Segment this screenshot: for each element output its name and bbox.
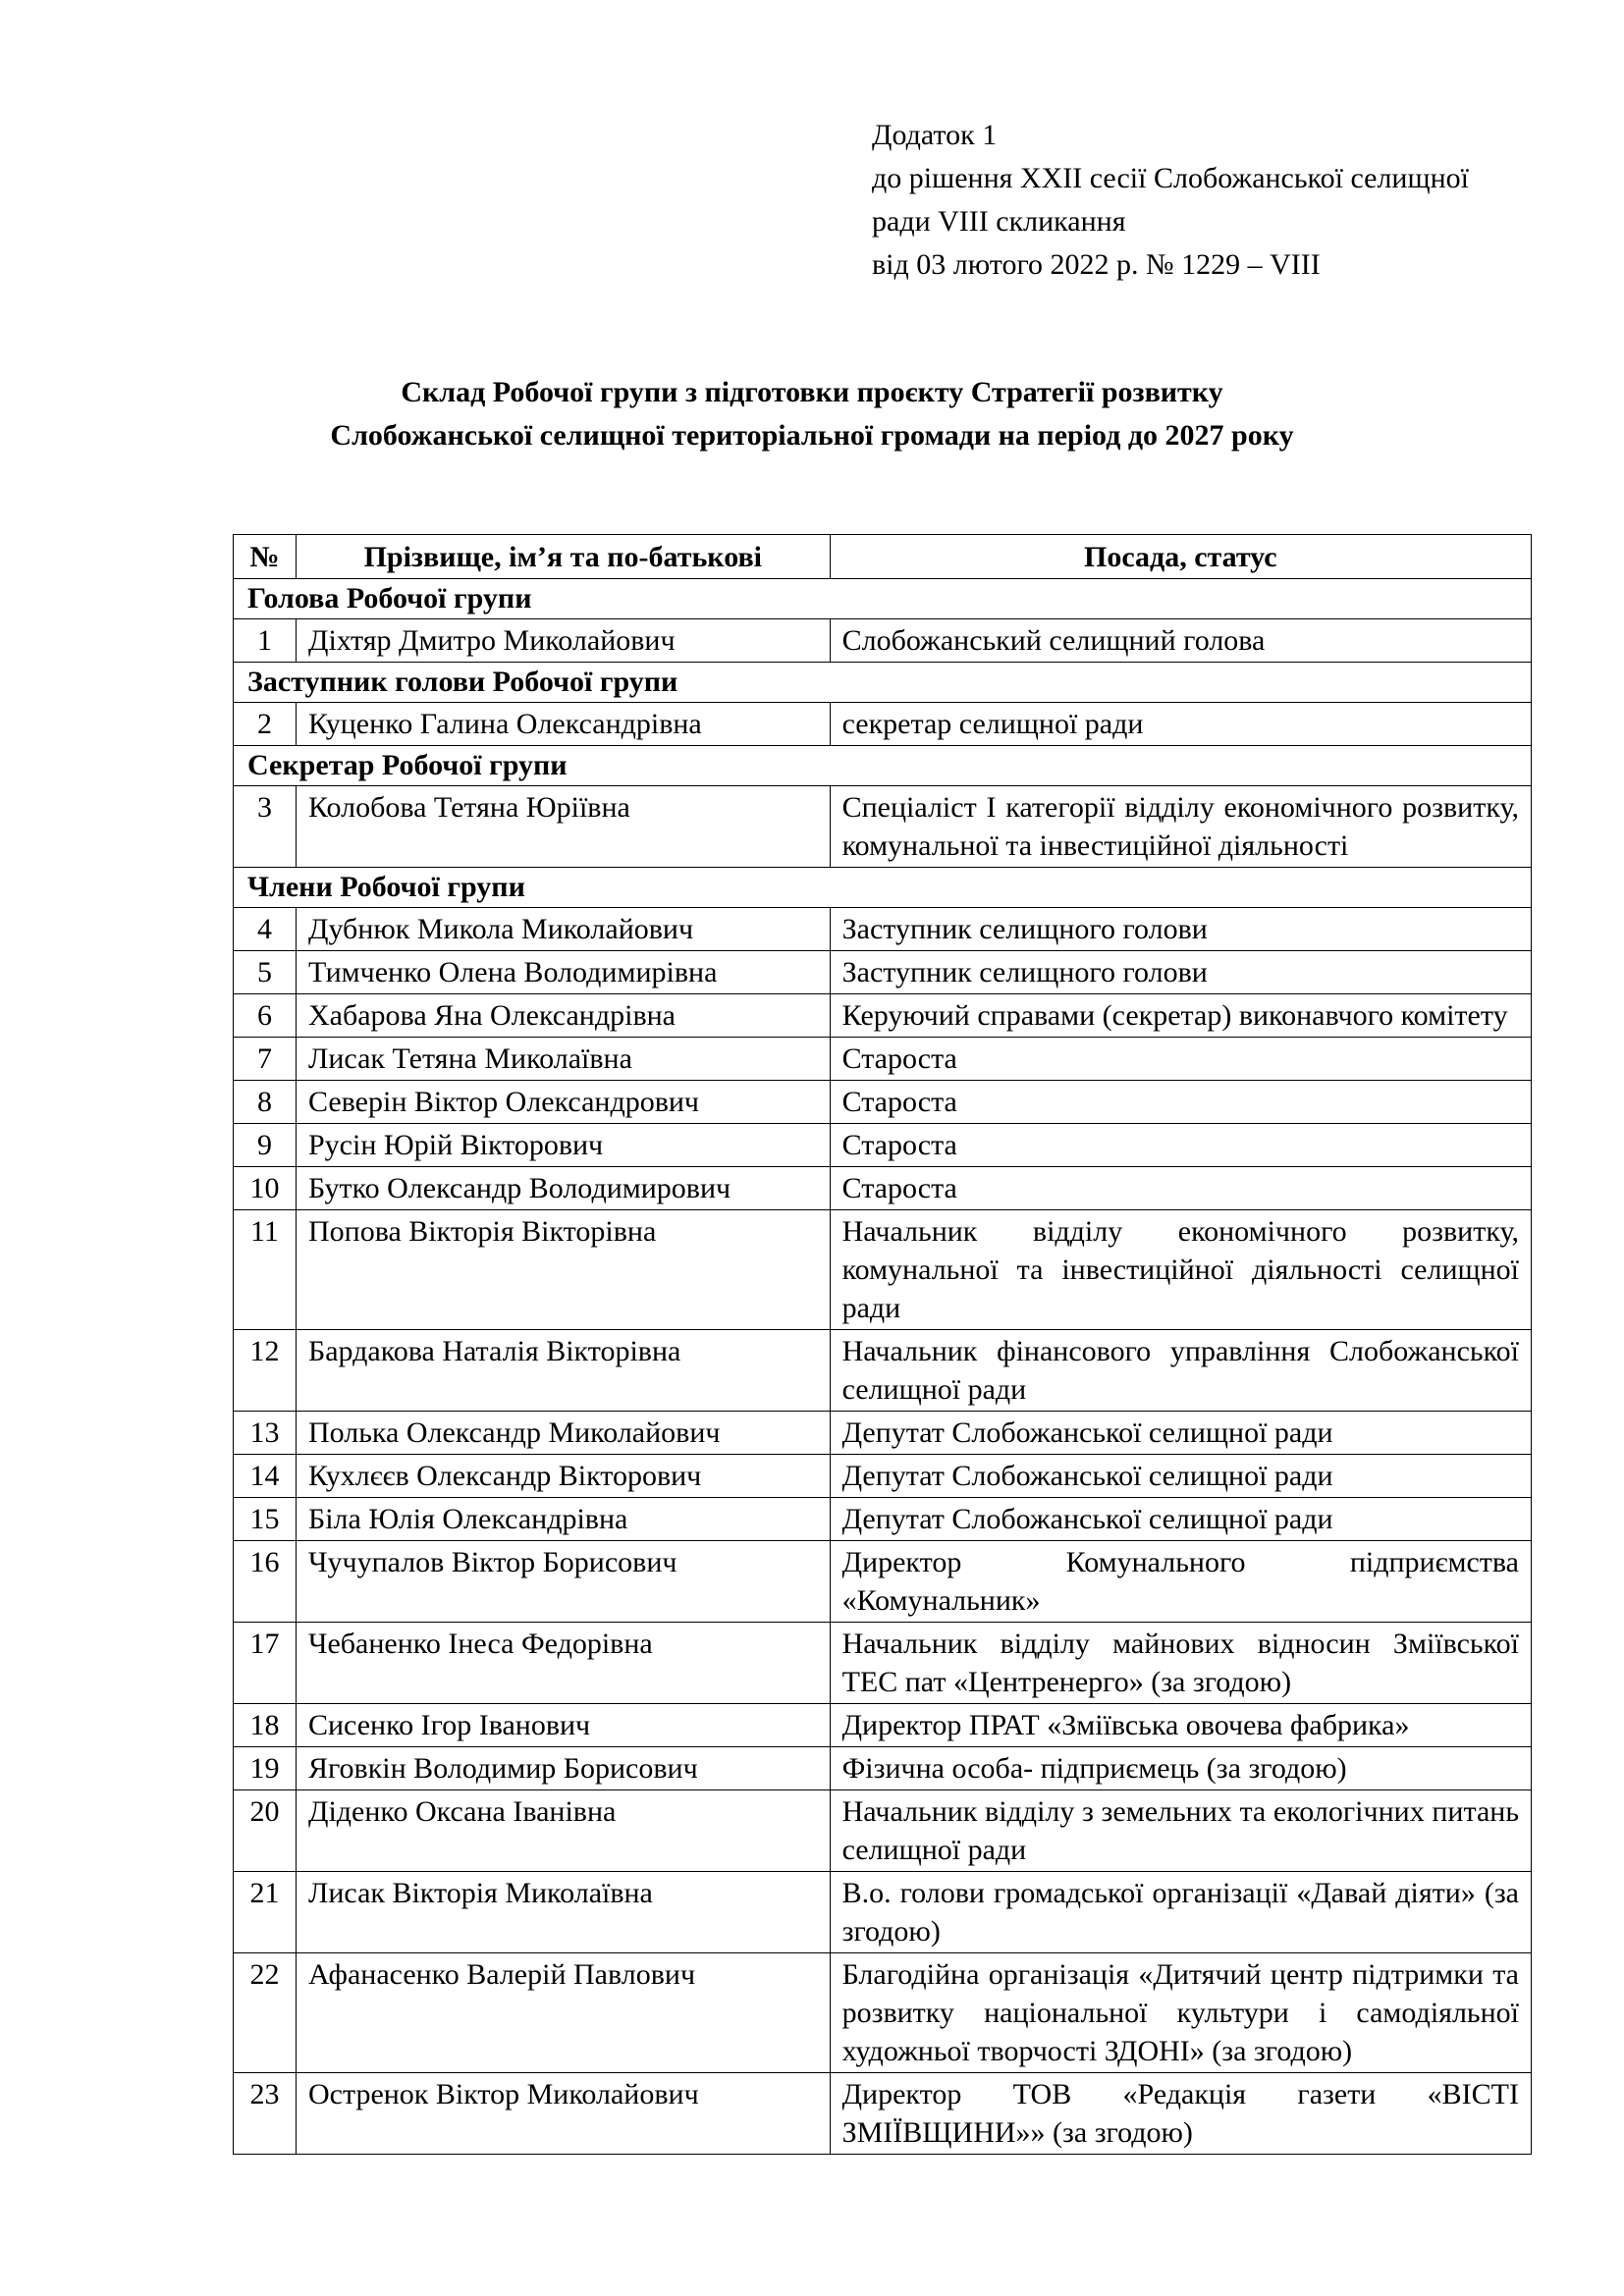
- row-number: 2: [234, 703, 297, 746]
- title-line-1: Склад Робочої групи з підготовки проєкту Стратегії розвитку: [401, 376, 1223, 408]
- row-number: 14: [234, 1455, 297, 1498]
- annex-block: [872, 114, 1469, 287]
- document-title: [226, 371, 1398, 457]
- member-position: Слобожанський селищний голова: [830, 619, 1531, 663]
- table-row: [234, 1167, 1532, 1210]
- member-position: Фізична особа- підприємець (за згодою): [830, 1747, 1531, 1790]
- member-name: Бардакова Наталія Вікторівна: [296, 1330, 830, 1412]
- member-name: Афанасенко Валерій Павлович: [296, 1953, 830, 2073]
- table-body: [234, 579, 1532, 2155]
- table-row: [234, 1953, 1532, 2073]
- table-row: [234, 1455, 1532, 1498]
- member-position: Начальник фінансового управління Слобожанської селищної ради: [830, 1330, 1531, 1412]
- member-name: Полька Олександр Миколайович: [296, 1412, 830, 1455]
- member-name: Северін Віктор Олександрович: [296, 1081, 830, 1124]
- member-name: Куценко Галина Олександрівна: [296, 703, 830, 746]
- annex-line-1: Додаток 1: [872, 119, 998, 151]
- table-row: [234, 703, 1532, 746]
- section-title: Секретар Робочої групи: [234, 746, 1532, 786]
- section-row: [234, 663, 1532, 703]
- member-name: Колобова Тетяна Юріївна: [296, 786, 830, 868]
- member-position: секретар селищної ради: [830, 703, 1531, 746]
- annex-line-2: до рішення XXII сесії Слобожанської селищної: [872, 162, 1469, 194]
- table-row: [234, 1872, 1532, 1953]
- table-header-row: [234, 535, 1532, 579]
- member-name: Діденко Оксана Іванівна: [296, 1790, 830, 1872]
- table-row: [234, 1412, 1532, 1455]
- header-name: Прізвище, ім’я та по-батькові: [296, 535, 830, 579]
- member-position: Директор ТОВ «Редакція газети «ВІСТІ ЗМІЇВЩИНИ»» (за згодою): [830, 2073, 1531, 2155]
- title-line-2: Слобожанської селищної територіальної громади на період до 2027 року: [330, 419, 1294, 452]
- row-number: 22: [234, 1953, 297, 2073]
- table-row: [234, 2073, 1532, 2155]
- row-number: 15: [234, 1498, 297, 1541]
- row-number: 6: [234, 994, 297, 1038]
- annex-line-3: ради VIII скликання: [872, 205, 1126, 238]
- row-number: 7: [234, 1038, 297, 1081]
- table-row: [234, 994, 1532, 1038]
- row-number: 17: [234, 1623, 297, 1704]
- member-position: Благодійна організація «Дитячий центр підтримки та розвитку національної культури і самодіяльної художньої творчості ЗДОНІ» (за згодою): [830, 1953, 1531, 2073]
- member-name: Бутко Олександр Володимирович: [296, 1167, 830, 1210]
- row-number: 1: [234, 619, 297, 663]
- member-position: Керуючий справами (секретар) виконавчого комітету: [830, 994, 1531, 1038]
- members-table: [233, 534, 1532, 2155]
- table-row: [234, 1498, 1532, 1541]
- member-position: Староста: [830, 1081, 1531, 1124]
- member-name: Біла Юлія Олександрівна: [296, 1498, 830, 1541]
- annex-line-4: від 03 лютого 2022 р. № 1229 – VIII: [872, 248, 1321, 281]
- member-name: Діхтяр Дмитро Миколайович: [296, 619, 830, 663]
- member-position: Директор Комунального підприємства «Комунальник»: [830, 1541, 1531, 1623]
- table-row: [234, 1541, 1532, 1623]
- table-row: [234, 619, 1532, 663]
- table-row: [234, 1790, 1532, 1872]
- row-number: 5: [234, 951, 297, 994]
- member-position: Депутат Слобожанської селищної ради: [830, 1455, 1531, 1498]
- row-number: 13: [234, 1412, 297, 1455]
- row-number: 19: [234, 1747, 297, 1790]
- section-title: Заступник голови Робочої групи: [234, 663, 1532, 703]
- member-name: Яговкін Володимир Борисович: [296, 1747, 830, 1790]
- section-title: Члени Робочої групи: [234, 868, 1532, 908]
- row-number: 20: [234, 1790, 297, 1872]
- member-position: Депутат Слобожанської селищної ради: [830, 1498, 1531, 1541]
- section-row: [234, 868, 1532, 908]
- section-title: Голова Робочої групи: [234, 579, 1532, 619]
- row-number: 10: [234, 1167, 297, 1210]
- table-row: [234, 951, 1532, 994]
- member-name: Попова Вікторія Вікторівна: [296, 1210, 830, 1330]
- member-name: Лисак Вікторія Миколаївна: [296, 1872, 830, 1953]
- member-position: Староста: [830, 1038, 1531, 1081]
- member-position: Директор ПРАТ «Зміївська овочева фабрика»: [830, 1704, 1531, 1747]
- row-number: 16: [234, 1541, 297, 1623]
- table-row: [234, 1081, 1532, 1124]
- row-number: 12: [234, 1330, 297, 1412]
- table-row: [234, 908, 1532, 951]
- header-number: №: [234, 535, 297, 579]
- row-number: 18: [234, 1704, 297, 1747]
- row-number: 21: [234, 1872, 297, 1953]
- member-name: Хабарова Яна Олександрівна: [296, 994, 830, 1038]
- member-position: Спеціаліст І категорії відділу економічного розвитку, комунальної та інвестиційної діяльності: [830, 786, 1531, 868]
- table-row: [234, 1124, 1532, 1167]
- row-number: 4: [234, 908, 297, 951]
- member-name: Чучупалов Віктор Борисович: [296, 1541, 830, 1623]
- row-number: 23: [234, 2073, 297, 2155]
- table-row: [234, 1747, 1532, 1790]
- member-name: Русін Юрій Вікторович: [296, 1124, 830, 1167]
- section-row: [234, 746, 1532, 786]
- table-row: [234, 1330, 1532, 1412]
- table-row: [234, 1623, 1532, 1704]
- member-position: Начальник відділу економічного розвитку, комунальної та інвестиційної діяльності селищної ради: [830, 1210, 1531, 1330]
- row-number: 9: [234, 1124, 297, 1167]
- table-row: [234, 1038, 1532, 1081]
- row-number: 11: [234, 1210, 297, 1330]
- header-position: Посада, статус: [830, 535, 1531, 579]
- member-position: В.о. голови громадської організації «Давай діяти» (за згодою): [830, 1872, 1531, 1953]
- member-position: Начальник відділу майнових відносин Зміївської ТЕС пат «Центренерго» (за згодою): [830, 1623, 1531, 1704]
- member-name: Лисак Тетяна Миколаївна: [296, 1038, 830, 1081]
- table-row: [234, 1210, 1532, 1330]
- row-number: 8: [234, 1081, 297, 1124]
- member-position: Староста: [830, 1167, 1531, 1210]
- row-number: 3: [234, 786, 297, 868]
- member-name: Остренок Віктор Миколайович: [296, 2073, 830, 2155]
- section-row: [234, 579, 1532, 619]
- member-name: Чебаненко Інеса Федорівна: [296, 1623, 830, 1704]
- member-position: Начальник відділу з земельних та екологічних питань селищної ради: [830, 1790, 1531, 1872]
- table-row: [234, 1704, 1532, 1747]
- member-name: Тимченко Олена Володимирівна: [296, 951, 830, 994]
- member-position: Заступник селищного голови: [830, 908, 1531, 951]
- member-position: Заступник селищного голови: [830, 951, 1531, 994]
- table-row: [234, 786, 1532, 868]
- member-position: Депутат Слобожанської селищної ради: [830, 1412, 1531, 1455]
- member-name: Сисенко Ігор Іванович: [296, 1704, 830, 1747]
- member-name: Кухлєєв Олександр Вікторович: [296, 1455, 830, 1498]
- member-position: Староста: [830, 1124, 1531, 1167]
- member-name: Дубнюк Микола Миколайович: [296, 908, 830, 951]
